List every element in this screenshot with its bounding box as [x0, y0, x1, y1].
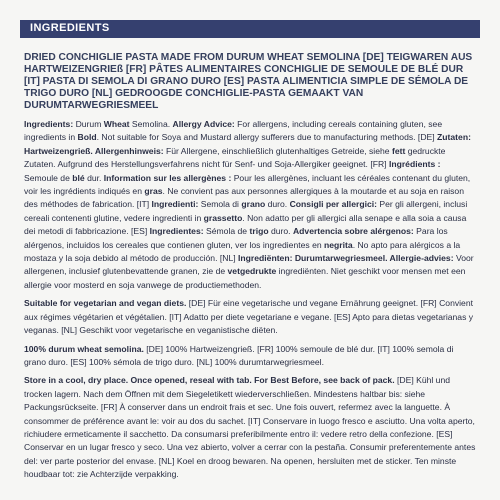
- text-run: dur.: [84, 172, 104, 183]
- text-run: Voor allergenen, inclusief glutenbevattende granen, zie de: [24, 253, 474, 277]
- bold-text-run: Ingredients:: [24, 119, 74, 129]
- bold-text-run: Ingrédients :: [388, 159, 441, 170]
- bold-text-run: grano: [241, 199, 266, 210]
- product-name-headline: DRIED CONCHIGLIE PASTA MADE FROM DURUM WHEAT SEMOLINA [DE] TEIGWAREN AUS HARTWEIZENGRIEß [FR] PÂTES ALIMENTAIRES CONCHIGLIE DE SEMOULE DE BLÉ DUR [IT] PASTA DI SEMOLA DI GRANO DURO [ES] PASTA ALIMENTICIA SIMPLE DE SÉMOLA DE TRIGO DURO [NL] GEDROOGDE CONCHIGLIE-PASTA GEMAAKT VAN DURUMTARWEGRIESMEEL: [24, 52, 473, 111]
- text-run: [DE] 100% Hartweizengrieß. [FR] 100% semoule de blé dur. [IT] 100% semola di grano duro. [ES] 100% sémola de trigo duro. [NL] 100% durumtarwegriesmeel.: [24, 343, 454, 367]
- bold-text-run: Store in a cool, dry place. Once opened, reseal with tab. For Best Before, see back of pack.: [24, 375, 395, 386]
- bold-text-run: trigo: [249, 226, 269, 237]
- bold-text-run: Advertencia sobre alérgenos:: [292, 226, 414, 237]
- bold-text-run: negrita: [324, 239, 353, 250]
- text-run: [DE] Für eine vegetarische und vegane Ernährung geeignet. [FR] Convient aux régimes végétarien et végétalien. [IT] Adatto per diete vegetariane e vegane. [ES] Apto para dietas vegetarianas y veganas. [NL] Geschikt voor vegetarische en veganistische diëten.: [24, 298, 474, 336]
- bold-text-run: Allergy Advice:: [172, 119, 235, 129]
- bold-text-run: 100% durum wheat semolina.: [24, 343, 144, 354]
- bold-text-run: grassetto: [203, 212, 243, 223]
- bold-text-run: fett: [391, 145, 406, 156]
- bold-text-run: Bold: [77, 132, 97, 143]
- text-run: . Not suitable for Soya and Mustard allergy sufferers due to manufacturing methods. [DE]: [96, 132, 438, 143]
- text-run: . Ne convient pas aux personnes allergiques à la moutarde et au soja en raison des méthodes de fabrication. [IT]: [24, 186, 464, 210]
- bold-text-run: Ingredientes:: [149, 226, 204, 237]
- text-run: Para los alérgenos, incluidos los cereales que contienen gluten, ver los ingredientes en: [24, 226, 448, 250]
- bold-text-run: Consigli per allergici:: [289, 199, 377, 210]
- text-run: Semolina.: [129, 119, 173, 129]
- ingredients-paragraph: [24, 118, 476, 292]
- section-title: INGREDIENTS: [30, 22, 110, 34]
- text-run: Per gli allergeni, inclusi cereali contenenti glutine, vedere ingredienti in: [24, 199, 468, 223]
- storage-paragraph: [24, 374, 476, 481]
- text-run: duro.: [265, 199, 290, 210]
- section-header-bar: [20, 20, 480, 38]
- text-run: Sémola de: [203, 226, 250, 237]
- text-run: For allergens, including cereals containing gluten, see ingredients in: [24, 119, 443, 143]
- bold-text-run: Ingrediënten: Durumtarwegriesmeel. Allergie-advies:: [238, 253, 454, 264]
- vegetarian-paragraph: [24, 297, 476, 337]
- bold-text-run: vetgedrukte: [227, 266, 277, 277]
- bold-text-run: Zutaten: Hartweizengrieß. Allergenhinweis:: [24, 132, 471, 156]
- text-run: ingrediënten. Niet geschikt voor mensen met een allergie voor mosterd en soja vanwege de productiemethoden.: [24, 266, 466, 290]
- text-run: Pour les allergènes, incluant les céréales contenant du gluten, voir les ingrédients indiqués en: [24, 172, 471, 197]
- text-run: Durum: [73, 119, 104, 129]
- bold-text-run: Information sur les allergènes :: [103, 172, 232, 183]
- label-content: [24, 52, 476, 487]
- text-run: [DE] Kühl und trocken lagern. Nach dem Öffnen mit dem Siegeletikett wiederverschließen. Mindestens haltbar bis: siehe Packungsrückseite. [FR] À conserver dans un endroit frais et sec. Une fois ouvert, refermez avec la languette. À consommer de préférence avant le: voir au dos du sachet. [IT] Conservare in luogo fresco e asciutto. Una volta aperto, richiudere ermeticamente il sacchetto. Da consumarsi preferibilmente entro il: vedere retro della confezione. [ES] Conservar en un lugar fresco y seco. Una vez abierto, volver a cerrar con la pestaña. Consumir preferentemente antes del: ver parte posterior del envase. [NL] Koel en droog bewaren. Na openen, hersluiten met de sticker. Ten minste houdbaar tot: zie Achterzijde verpakking.: [24, 375, 476, 480]
- text-run: Semoule de: [24, 172, 73, 183]
- bold-text-run: gras: [144, 186, 163, 197]
- text-run: Semola di: [198, 199, 242, 210]
- text-run: gedruckte Zutaten. Aufgrund des Herstellungsverfahrens nicht für Senf- und Soja-Allergiker geeignet. [FR]: [24, 145, 446, 170]
- text-run: Für Allergene, einschließlich glutenhaltiges Getreide, siehe: [163, 145, 392, 156]
- bold-text-run: Wheat: [103, 119, 130, 129]
- bold-text-run: blé: [72, 172, 85, 183]
- semolina-paragraph: [24, 343, 476, 370]
- bold-text-run: Suitable for vegetarian and vegan diets.: [24, 298, 187, 309]
- bold-text-run: Ingredienti:: [151, 199, 199, 210]
- text-run: . Non adatto per gli allergici alla senape e alla soia a causa dei metodi di fabbricazione. [ES]: [24, 212, 467, 237]
- text-run: . No apto para alérgicos a la mostaza y la soja debido al método de producción. [NL]: [24, 239, 461, 264]
- text-run: duro.: [268, 226, 293, 237]
